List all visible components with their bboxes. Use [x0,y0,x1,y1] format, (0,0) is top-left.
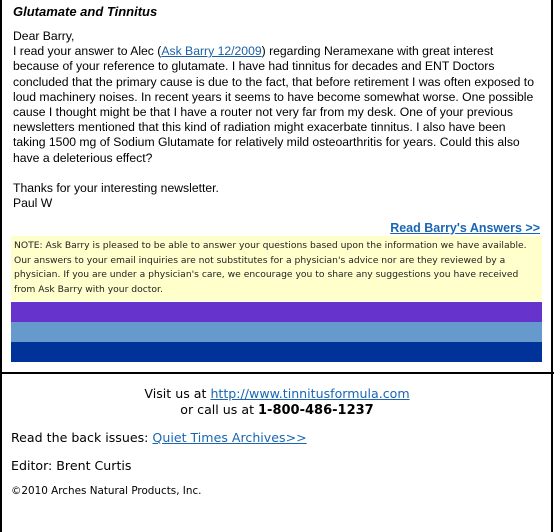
letter-intro-text: I read your answer to Alec ( [13,44,162,59]
ask-barry-link[interactable]: Ask Barry 12/2009 [161,44,262,59]
visit-prefix: Visit us at [144,386,211,401]
frame-right-border [551,0,553,532]
article-title: Glutamate and Tinnitus [13,4,158,19]
footer-divider [0,372,554,374]
frame-left-border [0,0,2,532]
phone-number: 1-800-486-1237 [258,403,374,418]
archives-link[interactable]: Quiet Times Archives>> [152,430,307,445]
dark-blue-divider-bar [11,342,542,362]
website-link[interactable]: http://www.tinnitusformula.com [210,386,410,401]
copyright-text: ©2010 Arches Natural Products, Inc. [11,485,202,497]
back-issues-line [11,430,307,445]
letter-paragraph [13,44,541,166]
visit-line [0,386,554,401]
purple-divider-bar [11,302,542,322]
call-prefix: or call us at [180,402,259,417]
read-answers-link[interactable]: Read Barry's Answers >> [390,221,540,235]
call-line [0,402,554,418]
disclaimer-note: NOTE: Ask Barry is pleased to be able to answer your questions based upon the information we have available. Our answers to your email inquiries are not substitutes for a physician's advice nor are they reviewed by a physician. If you are under a physician's care, we encourage you to share any suggestions you have received from Ask Barry with your doctor. [11,236,542,301]
letter-signature: Paul W [13,196,53,211]
letter-body [13,29,541,211]
back-issues-prefix: Read the back issues: [11,430,153,445]
letter-greeting: Dear Barry, [13,29,75,43]
light-blue-divider-bar [11,322,542,342]
editor-credit: Editor: Brent Curtis [11,458,132,473]
letter-body-text: ) regarding Neramexane with great interest because of your reference to glutamate. I have had tinnitus for decades and ENT Doctors concluded that the primary cause is due to the fact, that before retirement I was often exposed to loud machinery noises. In recent years it seems to have become somewhat worse. One possible cause I thought might be that I have a router not very far from my desk. One of your previous newsletters mentioned that this kind of radiation might exacerbate tinnitus. I also have been taking 1500 mg of Sodium Glutamate for relatively mild osteoarthritis for years. Could this also have a deleterious effect? [13,44,534,165]
letter-thanks: Thanks for your interesting newsletter. [13,180,219,195]
